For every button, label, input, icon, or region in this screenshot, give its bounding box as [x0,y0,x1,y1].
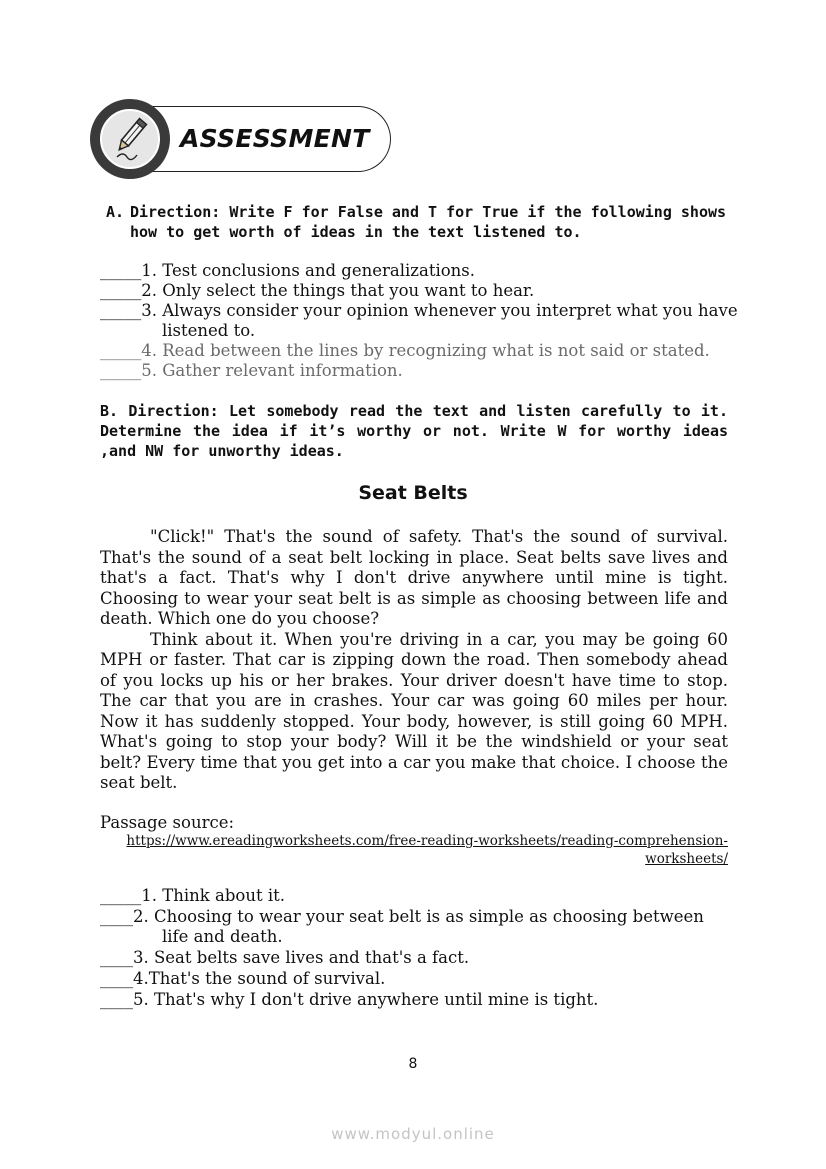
list-item [100,301,738,341]
answer-blank[interactable]: ____ [100,948,133,967]
list-item [100,886,285,906]
list-item [100,969,385,989]
passage-paragraph: Think about it. When you're driving in a car, you may be going 60 MPH or faster. That car is zipping down the road. Then somebody ahead of you locks up his or her brakes. Your driver doesn't have time to stop. The car that you are in crashes. Your car was going 60 miles per hour. Now it has suddenly stopped. Your body, however, is still going 60 MPH. What's going to stop your body? Will it be the windshield or your seat belt? Every time that you get into a car you make that choice. I choose the seat belt. [100,629,728,792]
item-text: 3. Seat belts save lives and that's a fact. [133,948,470,967]
answer-blank[interactable]: _____ [100,886,142,905]
source-link[interactable] [118,832,728,868]
section-a-direction-text: Direction: Write F for False and T for True if the following shows how to get worth of ideas in the text listened to. [130,203,727,241]
answer-blank[interactable]: _____ [100,361,142,380]
list-item [100,341,710,361]
list-item [100,281,534,301]
passage-paragraph: "Click!" That's the sound of safety. That's the sound of survival. That's the sound of a seat belt locking in place. Seat belts save lives and that's a fact. That's why I don't drive anywhere until mine is tight. Choosing to wear your seat belt is as simple as choosing between life and death. Which one do you choose? [100,527,728,628]
section-a-label: A. [106,203,125,221]
watermark: www.modyul.online [331,1125,495,1143]
item-text: 2. Choosing to wear your seat belt is as simple as choosing between [133,907,704,926]
page-number: 8 [408,1056,418,1072]
item-text-continued: life and death. [162,927,283,946]
answer-blank[interactable]: ____ [100,907,133,926]
passage-body [100,527,728,794]
item-text: 1. Test conclusions and generalizations. [141,261,476,280]
answer-blank[interactable]: ____ [100,969,133,988]
list-item [100,261,475,281]
answer-blank[interactable]: ____ [100,990,133,1009]
item-text: 2. Only select the things that you want to hear. [141,281,535,300]
item-text: 3. Always consider your opinion whenever you interpret what you have [141,301,738,320]
source-label: Passage source: [100,813,235,832]
assessment-title: ASSESSMENT [180,124,370,153]
answer-blank[interactable]: _____ [100,341,142,360]
list-item [100,361,403,381]
item-text: 1. Think about it. [141,886,286,905]
section-b-direction: B. Direction: Let somebody read the text and listen carefully to it. Determine the idea if it’s worthy or not. Write W for worthy ideas ,and NW for unworthy ideas. [100,402,728,460]
item-text: 4. Read between the lines by recognizing what is not said or stated. [141,341,710,360]
item-text: 5. That's why I don't drive anywhere until mine is tight. [133,990,599,1009]
item-text-continued: listened to. [162,321,256,340]
answer-blank[interactable]: _____ [100,261,142,280]
list-item [100,907,704,947]
answer-blank[interactable]: _____ [100,281,142,300]
source-url-line2[interactable]: worksheets/ [645,851,728,867]
passage-title: Seat Belts [358,482,468,504]
pencil-icon [103,113,159,167]
section-a-direction [106,202,730,242]
item-text: 4.That's the sound of survival. [133,969,386,988]
item-text: 5. Gather relevant information. [141,361,403,380]
answer-blank[interactable]: _____ [100,301,142,320]
source-url-line1[interactable]: https://www.ereadingworksheets.com/free-reading-worksheets/reading-comprehension- [126,833,728,849]
list-item [100,990,598,1010]
list-item [100,948,469,968]
